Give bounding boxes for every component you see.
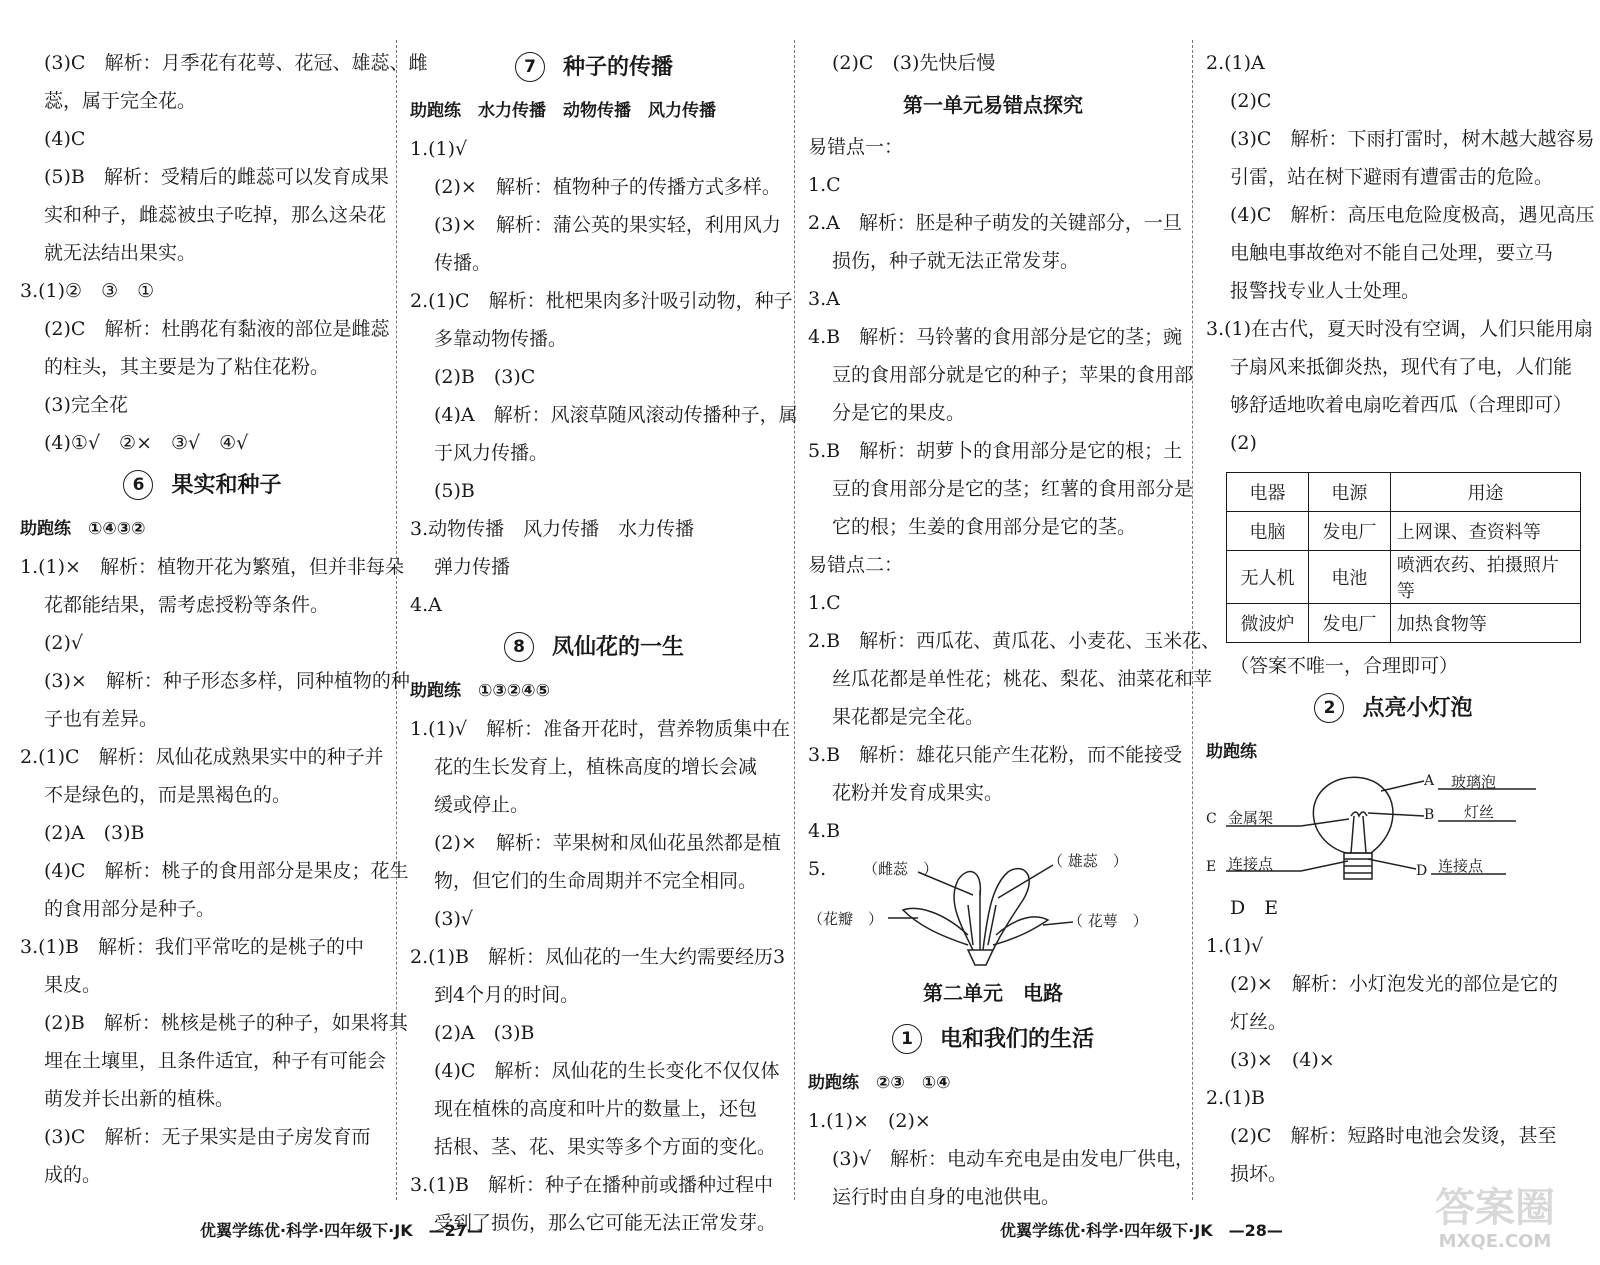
answer-line: (2)C (3)先快后慢 xyxy=(832,52,996,74)
answer-line: (3)完全花 xyxy=(44,394,128,416)
label-filament: 灯丝 xyxy=(1464,803,1495,821)
answer-line: 损伤，种子就无法正常发芽。 xyxy=(832,250,1080,272)
answer-line: 4.B 解析：马铃薯的食用部分是它的茎；豌 xyxy=(808,326,1183,348)
answer-line: 不是绿色的，而是黑褐色的。 xyxy=(44,784,292,806)
appliance-table xyxy=(1226,472,1581,643)
answer-line: (3)× 解析：种子形态多样，同种植物的种 xyxy=(44,670,410,692)
section-number: 7 xyxy=(515,52,545,82)
answer-line: 花粉并发育成果实。 xyxy=(832,782,1004,804)
answer-line: 蕊，属于完全花。 xyxy=(44,90,197,112)
answer-line: 成的。 xyxy=(44,1164,102,1186)
section-title-text: 点亮小灯泡 xyxy=(1362,696,1473,721)
answer-line: 4.A xyxy=(410,594,442,616)
answer-line: (3)C 解析：月季花有花萼、花冠、雄蕊、雌 xyxy=(44,52,428,74)
table-cell: 无人机 xyxy=(1227,551,1309,604)
answer-line: 3.(1)B 解析：我们平常吃的是桃子的中 xyxy=(20,936,365,958)
answer-line: 2.(1)C 解析：枇杷果肉多汁吸引动物，种子 xyxy=(410,290,793,312)
zhupao-line: 助跑练 水力传播 动物传播 风力传播 xyxy=(410,101,716,121)
zhupao-line: 助跑练 ②③ ①④ xyxy=(808,1073,951,1093)
zhupao-line: 助跑练 ①④③② xyxy=(20,519,146,539)
table-header-row xyxy=(1227,473,1581,512)
label-E: E xyxy=(1206,859,1217,875)
answer-line: (3)C 解析：无子果实是由子房发育而 xyxy=(44,1126,371,1148)
answer-line: (5)B xyxy=(434,480,475,502)
answer-line: 丝瓜花都是单性花；桃花、梨花、油菜花和苹 xyxy=(832,668,1213,690)
page-footer-left: 优翼学练优·科学·四年级下·JK —27— xyxy=(200,1221,483,1240)
section-number: 8 xyxy=(504,632,534,662)
column-3 xyxy=(808,44,1221,1216)
answer-line: 的食用部分是种子。 xyxy=(44,898,216,920)
answer-line: 果花都是完全花。 xyxy=(832,706,985,728)
answer-line: 3.(1)② ③ ① xyxy=(20,280,155,302)
answer-line: (2)C xyxy=(1230,90,1272,112)
answer-line: 1.(1)× (2)× xyxy=(808,1110,931,1132)
answer-line: (2)A (3)B xyxy=(44,822,145,844)
answer-line: (2)√ xyxy=(44,632,84,654)
answer-line: 物，但它们的生命周期并不完全相同。 xyxy=(434,870,758,892)
table-row xyxy=(1227,604,1581,643)
answer-line: 子扇风来抵御炎热，现代有了电，人们能 xyxy=(1230,356,1573,378)
answer-line: (2)B 解析：桃核是桃子的种子，如果将其 xyxy=(44,1012,408,1034)
answer-line: 3.动物传播 风力传播 水力传播 xyxy=(410,518,695,540)
watermark-url: MXQE.COM xyxy=(1438,1231,1552,1252)
label-contact-e: 连接点 xyxy=(1228,855,1274,873)
answer-line: 运行时由自身的电池供电。 xyxy=(832,1186,1061,1208)
answer-line: 弹力传播 xyxy=(434,556,511,578)
table-header: 电源 xyxy=(1308,473,1390,512)
answer-line: 花都能结果，需考虑授粉等条件。 xyxy=(44,594,330,616)
answer-block xyxy=(410,130,798,624)
label-A: A xyxy=(1424,773,1435,789)
answer-line: 就无法结出果实。 xyxy=(44,242,197,264)
answer-line: 豆的食用部分是它的茎；红薯的食用部分是 xyxy=(832,478,1194,500)
answer-line: 埋在土壤里，且条件适宜，种子有可能会 xyxy=(44,1050,387,1072)
section-title-2 xyxy=(1206,685,1581,733)
label-B: B xyxy=(1424,807,1435,823)
column-divider xyxy=(1192,40,1193,1200)
answer-block xyxy=(808,128,1221,850)
table-header: 用途 xyxy=(1390,473,1580,512)
table-cell: 电脑 xyxy=(1227,512,1309,551)
section-title-1 xyxy=(808,1016,1178,1064)
answer-line: (2)× 解析：小灯泡发光的部位是它的 xyxy=(1230,973,1558,995)
section-number: 2 xyxy=(1314,693,1344,723)
question-number: 5. xyxy=(808,858,827,880)
answer-line: 1.(1)√ xyxy=(1206,935,1264,957)
answer-line: 萌发并长出新的植株。 xyxy=(44,1088,235,1110)
page-footer-right: 优翼学练优·科学·四年级下·JK —28— xyxy=(1000,1221,1283,1240)
answer-line: 3.(1)在古代，夏天时没有空调，人们只能用扇 xyxy=(1206,318,1594,340)
bulb-diagram xyxy=(1206,771,1581,889)
section-title-text: 果实和种子 xyxy=(171,473,282,498)
answer-line: 易错点一： xyxy=(808,136,904,158)
section-title-text: 电和我们的生活 xyxy=(939,1027,1094,1052)
answer-block xyxy=(1206,44,1595,462)
answer-line: (4)C 解析：桃子的食用部分是果皮；花生 xyxy=(44,860,409,882)
answer-line: (2)B (3)C xyxy=(434,366,536,388)
section-number: 6 xyxy=(123,470,153,500)
table-cell: 加热食物等 xyxy=(1390,604,1580,643)
label-D: D xyxy=(1416,863,1428,879)
answer-line: 引雷，站在树下避雨有遭雷击的危险。 xyxy=(1230,166,1554,188)
answer-line: 4.B xyxy=(808,820,841,842)
answer-line: 2.(1)B 解析：凤仙花的一生大约需要经历3 xyxy=(410,946,786,968)
note: （答案不唯一，合理即可） xyxy=(1230,655,1459,677)
answer-block xyxy=(808,1102,1195,1216)
answer-line: (4)C 解析：凤仙花的生长变化不仅仅体 xyxy=(434,1060,780,1082)
table-cell: 发电厂 xyxy=(1308,604,1390,643)
answer-line: 豆的食用部分就是它的种子；苹果的食用部 xyxy=(832,364,1194,386)
table-cell: 上网课、查资料等 xyxy=(1390,512,1580,551)
answer-line: 5.B 解析：胡萝卜的食用部分是它的根；土 xyxy=(808,440,1183,462)
answer-line: 分是它的果皮。 xyxy=(832,402,966,424)
unit-title: 第二单元 电路 xyxy=(923,981,1063,1005)
answer-line: 易错点二： xyxy=(808,554,904,576)
column-4 xyxy=(1206,44,1595,1193)
answer-line: 1.(1)√ xyxy=(410,138,468,160)
answer-line: 1.C xyxy=(808,174,841,196)
table-row xyxy=(1227,551,1581,604)
answer-line: 于风力传播。 xyxy=(434,442,549,464)
answer-line: 2.A 解析：胚是种子萌发的关键部分，一旦 xyxy=(808,212,1182,234)
section-title-6 xyxy=(20,462,385,510)
answer-line: (4)C 解析：高压电危险度极高，遇见高压 xyxy=(1230,204,1595,226)
answer-line: (2)× 解析：植物种子的传播方式多样。 xyxy=(434,176,781,198)
answer-block xyxy=(20,44,428,462)
answer-line: (3)C 解析：下雨打雷时，树木越大越容易 xyxy=(1230,128,1595,150)
zhupao-line: 助跑练 ①③②④⑤ xyxy=(410,681,550,701)
answer-line: (2) xyxy=(1230,432,1257,454)
answer-line: (3)√ 解析：电动车充电是由发电厂供电， xyxy=(832,1148,1195,1170)
section-title-text: 凤仙花的一生 xyxy=(551,635,684,660)
answer-line: (2)× 解析：苹果树和凤仙花虽然都是植 xyxy=(434,832,781,854)
answer-line: 1.(1)√ 解析：准备开花时，营养物质集中在 xyxy=(410,718,791,740)
unit-title: 第一单元易错点探究 xyxy=(903,93,1083,117)
answer-line: D E xyxy=(1230,897,1279,919)
flower-diagram xyxy=(808,850,1178,970)
section-number: 1 xyxy=(892,1024,922,1054)
answer-line: 受到了损伤，那么它可能无法正常发芽。 xyxy=(434,1212,777,1234)
answer-line: 花的生长发育上，植株高度的增长会减 xyxy=(434,756,758,778)
label-sepal: （ 花萼 ） xyxy=(1068,912,1148,930)
answer-line: 到4个月的时间。 xyxy=(434,984,580,1006)
answer-line: 1.C xyxy=(808,592,841,614)
answer-line: 2.(1)A xyxy=(1206,52,1265,74)
answer-line: (4)C xyxy=(44,128,86,150)
column-divider xyxy=(794,40,795,1200)
answer-line: 1.(1)× 解析：植物开花为繁殖，但并非每朵 xyxy=(20,556,404,578)
answer-line: (5)B 解析：受精后的雌蕊可以发育成果 xyxy=(44,166,389,188)
answer-line: 传播。 xyxy=(434,252,492,274)
table-row xyxy=(1227,512,1581,551)
watermark-logo-text: 答案圈 xyxy=(1435,1185,1555,1231)
answer-line: 实和种子，雌蕊被虫子吃掉，那么这朵花 xyxy=(44,204,387,226)
answer-line: 够舒适地吹着电扇吃着西瓜（合理即可） xyxy=(1230,394,1573,416)
answer-line: 多靠动物传播。 xyxy=(434,328,568,350)
watermark xyxy=(1400,1185,1590,1265)
table-header: 电器 xyxy=(1227,473,1309,512)
table-cell: 电池 xyxy=(1308,551,1390,604)
answer-line: 的柱头，其主要是为了粘住花粉。 xyxy=(44,356,330,378)
answer-line: (2)C 解析：短路时电池会发烫，甚至 xyxy=(1230,1125,1557,1147)
answer-line: 2.(1)C 解析：凤仙花成熟果实中的种子并 xyxy=(20,746,384,768)
table-cell: 喷洒农药、拍摄照片等 xyxy=(1390,551,1580,604)
label-stamen: （ 雄蕊 ） xyxy=(1048,852,1128,870)
answer-line: 3.(1)B 解析：种子在播种前或播种过程中 xyxy=(410,1174,774,1196)
zhupao-line: 助跑练 xyxy=(1206,742,1257,762)
label-contact-d: 连接点 xyxy=(1438,857,1484,875)
answer-line: (4)①√ ②× ③√ ④√ xyxy=(44,432,249,454)
answer-block xyxy=(1206,889,1581,1193)
answer-line: (2)C 解析：杜鹃花有黏液的部位是雌蕊 xyxy=(44,318,390,340)
answer-line: 果皮。 xyxy=(44,974,102,996)
answer-line: (4)A 解析：风滚草随风滚动传播种子，属 xyxy=(434,404,798,426)
table-cell: 微波炉 xyxy=(1227,604,1309,643)
label-C: C xyxy=(1206,811,1217,827)
answer-line: (3)× 解析：蒲公英的果实轻，利用风力 xyxy=(434,214,781,236)
answer-line: 现在植株的高度和叶片的数量上，还包 xyxy=(434,1098,758,1120)
answer-line: 2.(1)B xyxy=(1206,1087,1266,1109)
answer-block xyxy=(20,548,410,1194)
answer-line: 报警找专业人士处理。 xyxy=(1230,280,1421,302)
column-2 xyxy=(410,44,798,1242)
answer-line: 电触电事故绝对不能自己处理，要立马 xyxy=(1230,242,1554,264)
section-title-8 xyxy=(410,624,778,672)
label-frame: 金属架 xyxy=(1228,809,1274,827)
answer-line: 括根、茎、花、果实等多个方面的变化。 xyxy=(434,1136,777,1158)
answer-line: (2)A (3)B xyxy=(434,1022,535,1044)
section-title-7 xyxy=(410,44,778,92)
answer-line: 缓或停止。 xyxy=(434,794,530,816)
label-petal: （花瓣 ） xyxy=(808,910,884,928)
answer-line: 3.B 解析：雄花只能产生花粉，而不能接受 xyxy=(808,744,1183,766)
answer-line: (3)√ xyxy=(434,908,474,930)
answer-line: 子也有差异。 xyxy=(44,708,159,730)
answer-line: 3.A xyxy=(808,288,840,310)
label-glass: 玻璃泡 xyxy=(1451,773,1497,791)
answer-line: 2.B 解析：西瓜花、黄瓜花、小麦花、玉米花、 xyxy=(808,630,1221,652)
answer-line: (3)× (4)× xyxy=(1230,1049,1335,1071)
answer-block xyxy=(410,710,791,1242)
section-title-text: 种子的传播 xyxy=(562,55,673,80)
answer-line: 灯丝。 xyxy=(1230,1011,1288,1033)
answer-line: 它的根；生姜的食用部分是它的茎。 xyxy=(832,516,1137,538)
answer-line: 损坏。 xyxy=(1230,1163,1288,1185)
table-cell: 发电厂 xyxy=(1308,512,1390,551)
label-pistil: （雌蕊 ） xyxy=(863,860,939,878)
